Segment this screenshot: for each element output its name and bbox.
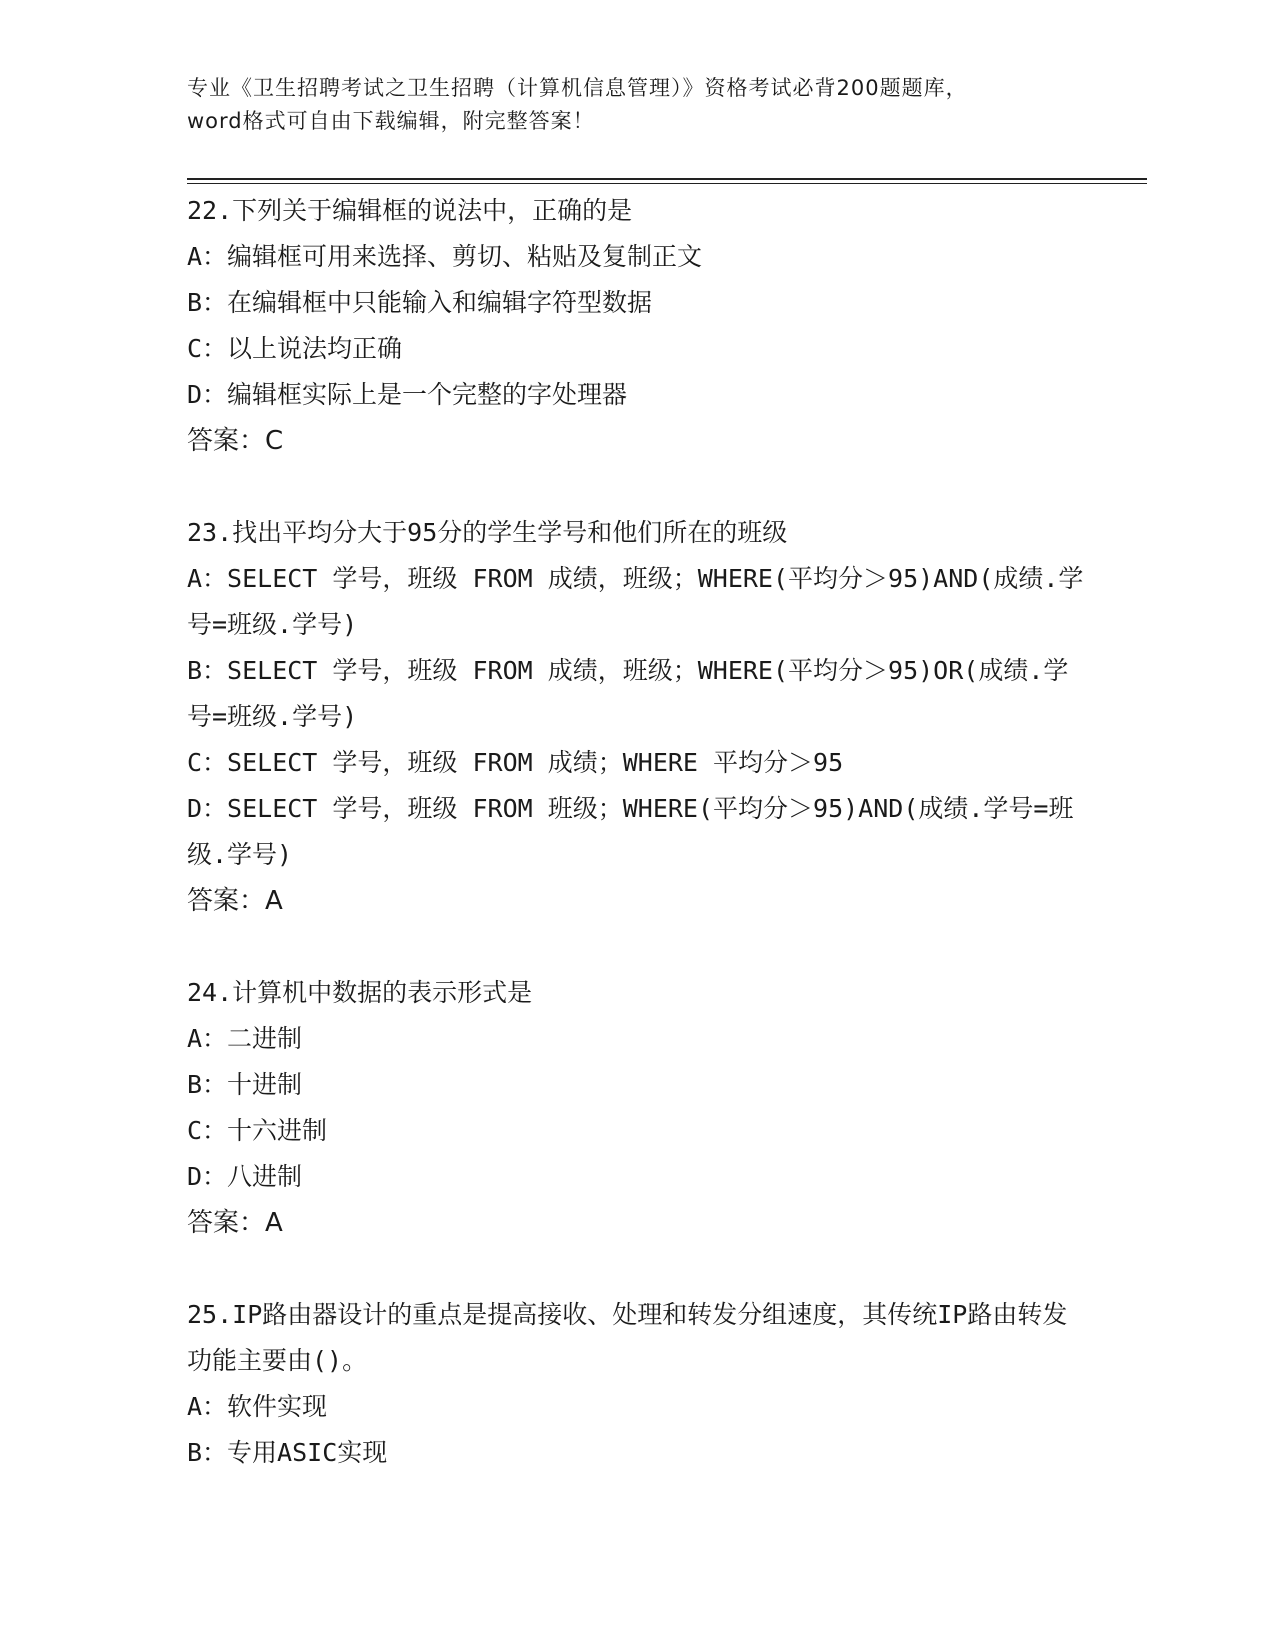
document-header — [187, 72, 1087, 138]
option-b: B：专用ASIC实现 — [187, 1438, 388, 1467]
header-line-2: word格式可自由下载编辑，附完整答案！ — [187, 109, 595, 133]
answer: 答案：A — [187, 886, 283, 916]
question-stem: 24.计算机中数据的表示形式是 — [187, 978, 533, 1007]
option-b: B：十进制 — [187, 1070, 303, 1099]
option-c: C：SELECT 学号，班级 FROM 成绩；WHERE 平均分＞95 — [187, 748, 844, 777]
header-divider-thin — [187, 183, 1147, 184]
header-line-1: 专业《卫生招聘考试之卫生招聘（计算机信息管理）》资格考试必背200题题库， — [187, 76, 968, 100]
option-d: D：编辑框实际上是一个完整的字处理器 — [187, 380, 628, 409]
question-stem: 22.下列关于编辑框的说法中，正确的是 — [187, 196, 633, 225]
option-c: C：以上说法均正确 — [187, 334, 403, 363]
option-a: A：编辑框可用来选择、剪切、粘贴及复制正文 — [187, 242, 703, 271]
answer: 答案：A — [187, 1208, 283, 1238]
header-divider-thick — [187, 178, 1147, 180]
question-25 — [187, 1292, 1087, 1476]
question-22 — [187, 188, 1087, 464]
question-list — [187, 188, 1087, 1522]
option-a: A：SELECT 学号，班级 FROM 成绩，班级；WHERE(平均分＞95)AND(成绩.学号=班级.学号) — [187, 564, 1084, 639]
answer: 答案：C — [187, 426, 284, 456]
question-24 — [187, 970, 1087, 1246]
question-stem: 23.找出平均分大于95分的学生学号和他们所在的班级 — [187, 518, 788, 547]
question-stem: 25.IP路由器设计的重点是提高接收、处理和转发分组速度，其传统IP路由转发功能主要由()。 — [187, 1300, 1068, 1375]
option-d: D：八进制 — [187, 1162, 303, 1191]
option-d: D：SELECT 学号，班级 FROM 班级；WHERE(平均分＞95)AND(成绩.学号=班级.学号) — [187, 794, 1074, 869]
option-b: B：SELECT 学号，班级 FROM 成绩，班级；WHERE(平均分＞95)OR(成绩.学号=班级.学号) — [187, 656, 1069, 731]
option-a: A：软件实现 — [187, 1392, 328, 1421]
option-b: B：在编辑框中只能输入和编辑字符型数据 — [187, 288, 653, 317]
question-23 — [187, 510, 1087, 924]
option-c: C：十六进制 — [187, 1116, 328, 1145]
option-a: A：二进制 — [187, 1024, 303, 1053]
